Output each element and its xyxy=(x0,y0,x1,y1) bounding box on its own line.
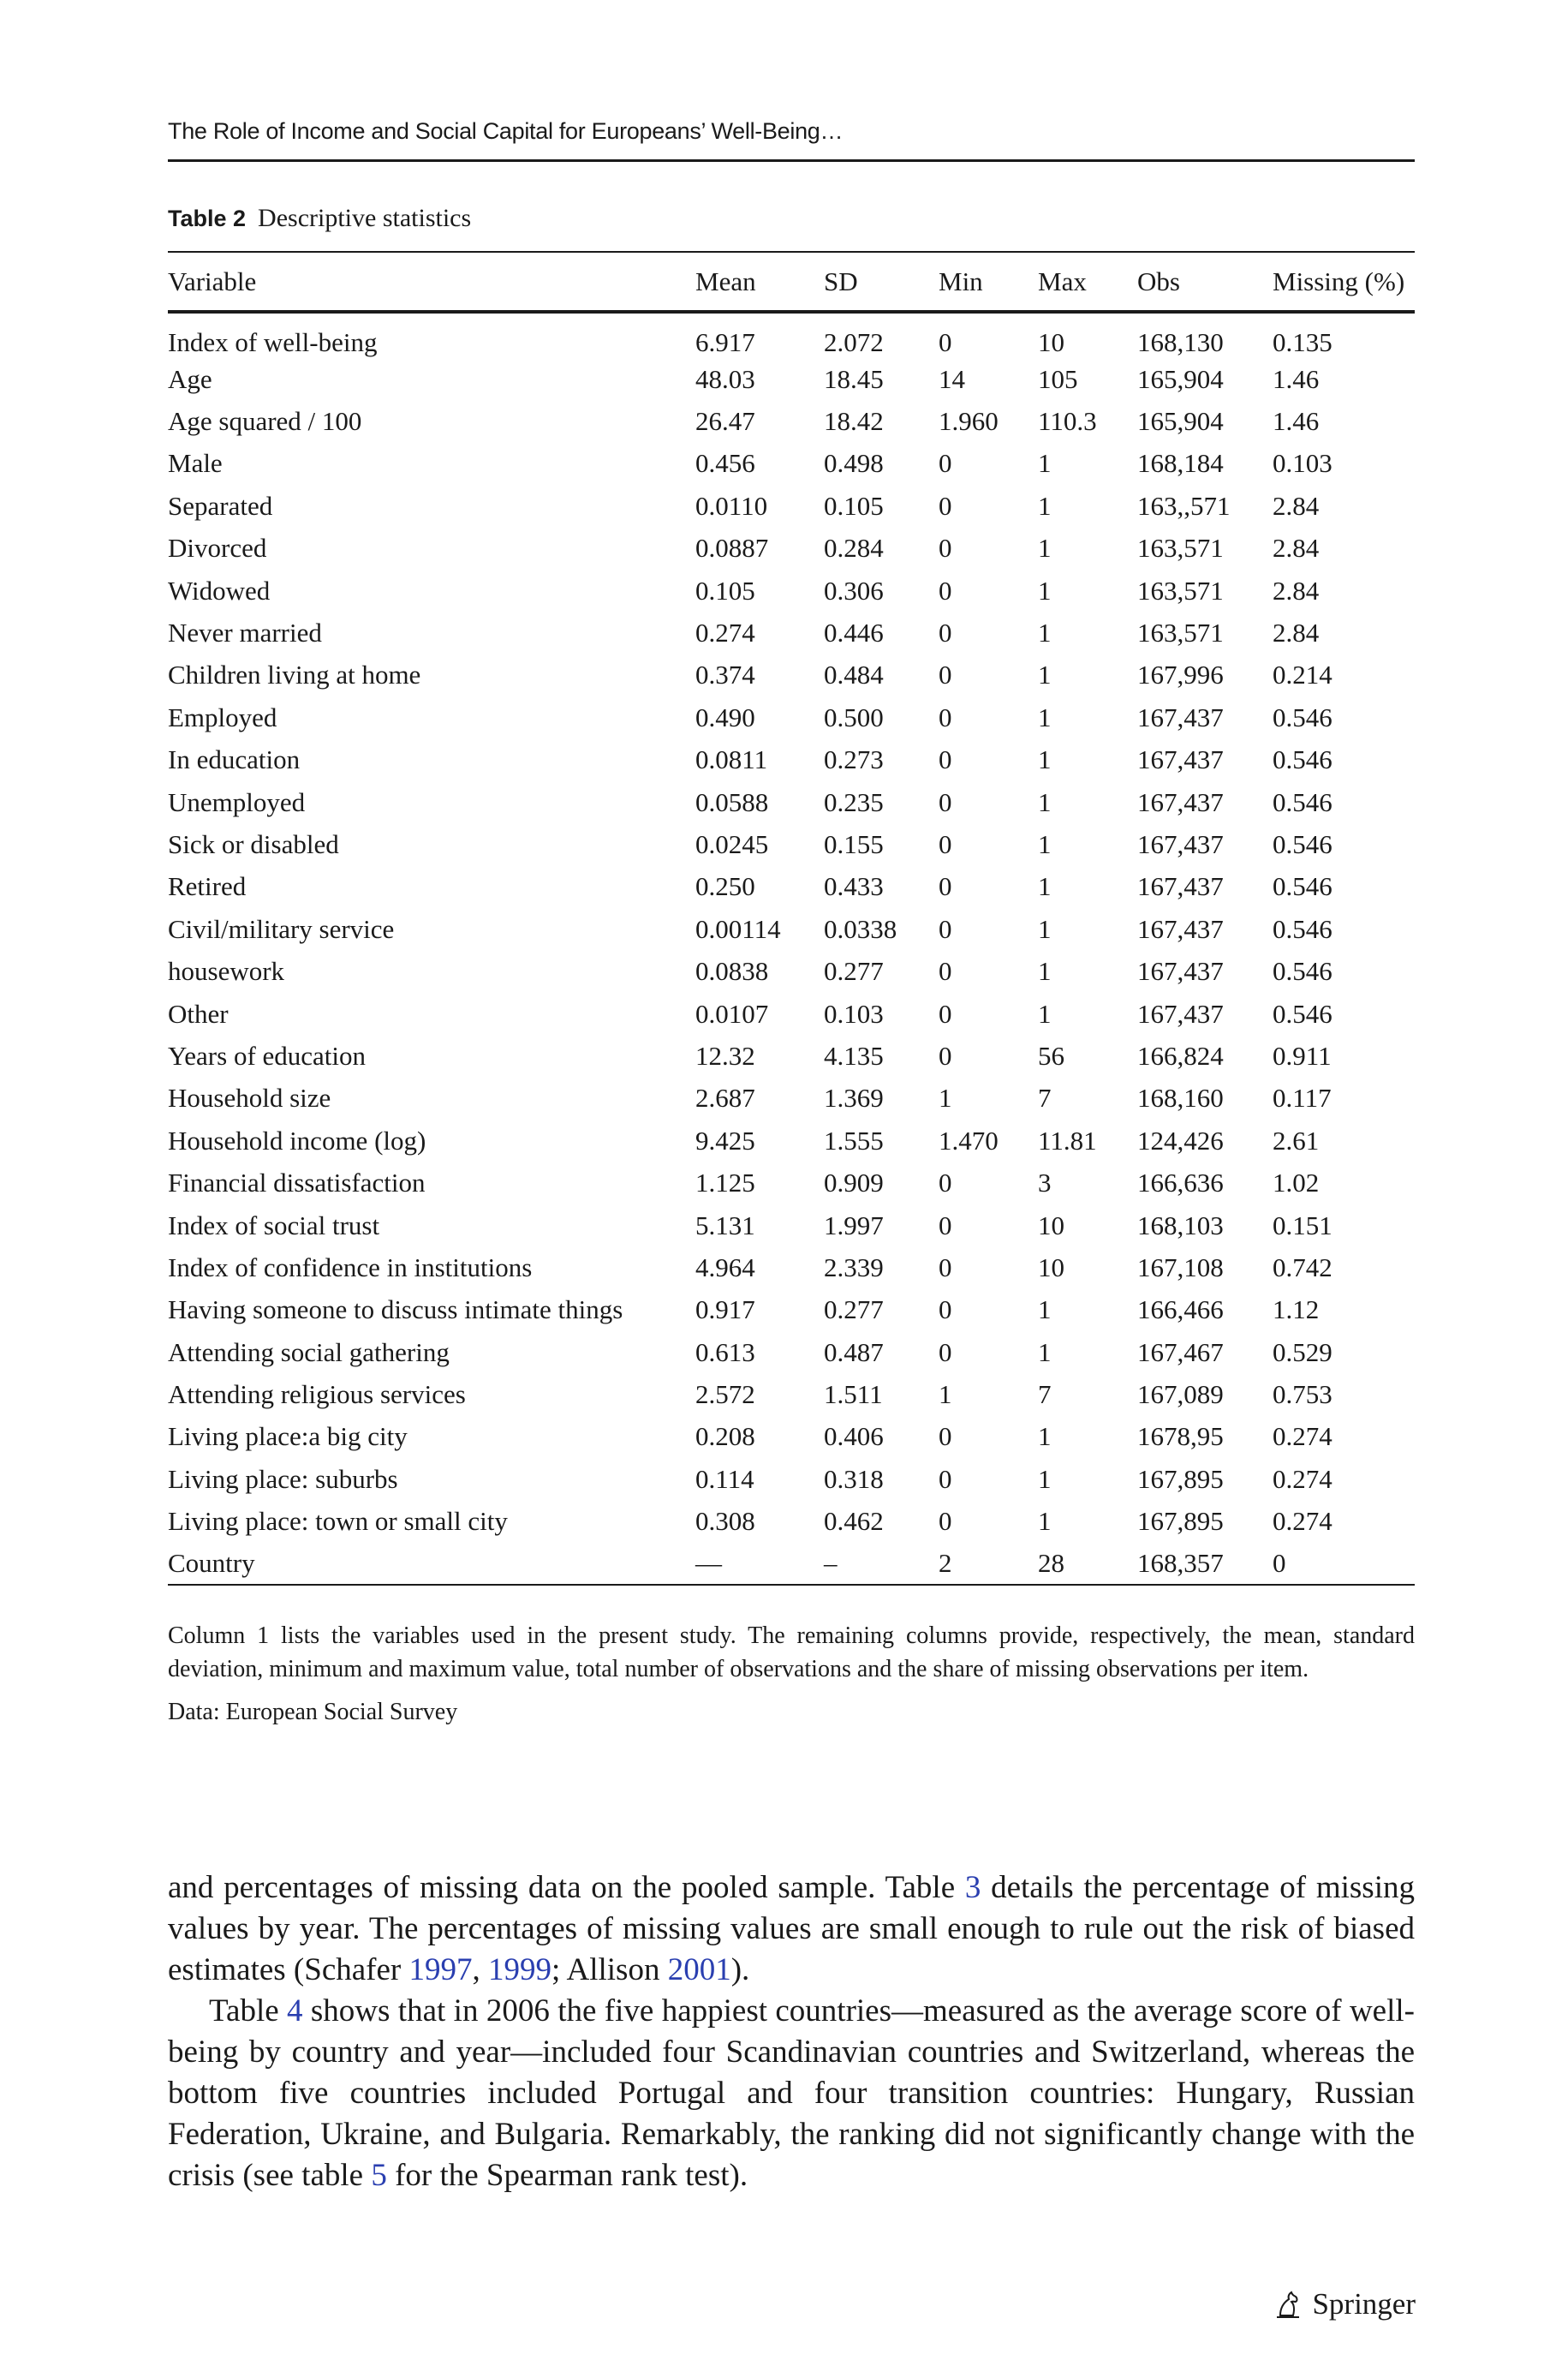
value-cell: 0.546 xyxy=(1273,828,1333,859)
body-text xyxy=(168,1867,1415,2196)
value-cell: 167,895 xyxy=(1137,1506,1224,1537)
table-row xyxy=(168,528,1415,570)
value-cell: 2.572 xyxy=(695,1379,755,1410)
value-cell: 0.273 xyxy=(824,744,884,775)
value-cell: 0.114 xyxy=(695,1463,754,1494)
value-cell: 0 xyxy=(939,618,952,648)
value-cell: 3 xyxy=(1038,1168,1052,1198)
value-cell: 1 xyxy=(1038,575,1052,606)
column-header: SD xyxy=(824,252,939,312)
value-cell: 1 xyxy=(1038,956,1052,987)
value-cell: 0 xyxy=(939,1421,952,1452)
value-cell: 0.103 xyxy=(1273,448,1333,479)
value-cell: 1 xyxy=(1038,998,1052,1029)
table-row xyxy=(168,654,1415,696)
table-row xyxy=(168,1162,1415,1204)
value-cell: 0.546 xyxy=(1273,998,1333,1029)
value-cell: 0 xyxy=(939,956,952,987)
column-header: Missing (%) xyxy=(1273,252,1415,312)
publisher-name: Springer xyxy=(1312,2287,1416,2321)
value-cell: 167,437 xyxy=(1137,786,1224,817)
table-row xyxy=(168,485,1415,527)
column-header: Max xyxy=(1038,252,1137,312)
table-row xyxy=(168,1246,1415,1288)
value-cell: 165,904 xyxy=(1137,363,1224,394)
value-cell: 0 xyxy=(939,575,952,606)
value-cell: 0 xyxy=(939,660,952,690)
value-cell: 0.456 xyxy=(695,448,755,479)
value-cell: 0.0110 xyxy=(695,490,768,521)
value-cell: 28 xyxy=(1038,1543,1137,1585)
value-cell: 0.00114 xyxy=(695,913,781,944)
paragraph-1 xyxy=(168,1867,1415,1991)
value-cell: 0 xyxy=(939,1040,952,1071)
variable-name-cell: Age squared / 100 xyxy=(168,406,362,437)
table-body xyxy=(168,312,1415,1585)
value-cell: 0.498 xyxy=(824,448,884,479)
text-span: details the percentage of missing values by year. The percentages of missing values are small enough to rule out the risk of biased estimates (Schafer xyxy=(168,1870,1415,1987)
value-cell: 2.84 xyxy=(1273,618,1320,648)
value-cell: 0 xyxy=(939,828,952,859)
value-cell: 166,466 xyxy=(1137,1294,1224,1325)
value-cell: 167,108 xyxy=(1137,1252,1224,1282)
value-cell: 1 xyxy=(1038,448,1052,479)
value-cell: 0 xyxy=(939,1210,952,1240)
value-cell: 2.84 xyxy=(1273,533,1320,564)
value-cell: 1 xyxy=(1038,828,1052,859)
value-cell: 0 xyxy=(939,1463,952,1494)
value-cell: 1.555 xyxy=(824,1125,884,1156)
value-cell: 0.0838 xyxy=(695,956,769,987)
value-cell: 0.546 xyxy=(1273,913,1333,944)
value-cell: 0 xyxy=(939,1168,952,1198)
citation-schafer-1999-link[interactable]: 1999 xyxy=(488,1952,551,1987)
column-header: Obs xyxy=(1137,252,1273,312)
variable-name-cell: Living place:a big city xyxy=(168,1421,408,1452)
value-cell: 0.274 xyxy=(1273,1506,1333,1537)
value-cell: 0.613 xyxy=(695,1336,755,1367)
text-span: Table xyxy=(209,1993,288,2028)
value-cell: 0.155 xyxy=(824,828,884,859)
value-cell: 0.0887 xyxy=(695,533,769,564)
value-cell: 167,996 xyxy=(1137,660,1224,690)
value-cell: 1 xyxy=(1038,1294,1052,1325)
value-cell: 0 xyxy=(939,913,952,944)
value-cell: 0.105 xyxy=(824,490,884,521)
value-cell: 124,426 xyxy=(1137,1125,1224,1156)
table-row xyxy=(168,1289,1415,1331)
paragraph-2 xyxy=(168,1991,1415,2196)
value-cell: 0.274 xyxy=(1273,1463,1333,1494)
text-span: and percentages of missing data on the pooled sample. Table xyxy=(168,1870,965,1905)
value-cell: 0.546 xyxy=(1273,871,1333,902)
table-row xyxy=(168,612,1415,654)
value-cell: 48.03 xyxy=(695,363,755,394)
value-cell: 0.374 xyxy=(695,660,755,690)
value-cell: 0.462 xyxy=(824,1506,884,1537)
variable-name-cell: Household income (log) xyxy=(168,1125,426,1156)
table-row xyxy=(168,908,1415,950)
value-cell: 0.911 xyxy=(1273,1040,1332,1071)
value-cell: 2.84 xyxy=(1273,575,1320,606)
value-cell: 1 xyxy=(1038,702,1052,732)
value-cell: 0 xyxy=(939,1506,952,1537)
value-cell: 105 xyxy=(1038,363,1078,394)
table-notes xyxy=(168,1619,1415,1729)
value-cell: 18.45 xyxy=(824,363,884,394)
value-cell: 0.277 xyxy=(824,956,884,987)
variable-name-cell: Index of social trust xyxy=(168,1210,380,1240)
value-cell: 0 xyxy=(939,871,952,902)
table-row xyxy=(168,950,1415,992)
value-cell: 1.12 xyxy=(1273,1294,1320,1325)
value-cell: 0.487 xyxy=(824,1336,884,1367)
table-footnote: Column 1 lists the variables used in the present study. The remaining columns provide, respectively, the mean, standard deviation, minimum and maximum value, total number of observations and the share of missing observations per item. xyxy=(168,1622,1415,1682)
value-cell: 167,437 xyxy=(1137,744,1224,775)
table-3-link[interactable]: 3 xyxy=(964,1870,981,1905)
value-cell: 163,,571 xyxy=(1137,490,1231,521)
table-row xyxy=(168,400,1415,442)
value-cell: 1 xyxy=(1038,1506,1052,1537)
value-cell: 0 xyxy=(939,702,952,732)
value-cell: 10 xyxy=(1038,1210,1064,1240)
value-cell: 168,184 xyxy=(1137,448,1224,479)
variable-name-cell: Divorced xyxy=(168,533,267,564)
value-cell: 0.284 xyxy=(824,533,884,564)
value-cell: 168,103 xyxy=(1137,1210,1224,1240)
value-cell: 167,089 xyxy=(1137,1379,1224,1410)
value-cell: 1.46 xyxy=(1273,363,1320,394)
variable-name-cell: Index of well-being xyxy=(168,327,378,357)
variable-name-cell: Financial dissatisfaction xyxy=(168,1168,426,1198)
value-cell: 1 xyxy=(1038,1421,1052,1452)
value-cell: 168,130 xyxy=(1137,327,1224,357)
value-cell: 0.105 xyxy=(695,575,755,606)
table-row xyxy=(168,1078,1415,1120)
text-span: shows that in 2006 the five happiest countries—measured as the average score of well-being by country and year—included four Scandinavian countries and Switzerland, whereas the bottom five countries included Portugal and four transition countries: Hungary, Russian Federation, Ukraine, and Bulgaria. Remarkably, the ranking did not significantly change with the crisis (see table xyxy=(168,1993,1415,2193)
value-cell: 0.546 xyxy=(1273,956,1333,987)
value-cell: 0.909 xyxy=(824,1168,884,1198)
table-row xyxy=(168,1373,1415,1415)
value-cell: 110.3 xyxy=(1038,406,1097,437)
text-span: ; Allison xyxy=(551,1952,668,1987)
column-header: Mean xyxy=(695,252,824,312)
value-cell: 4.964 xyxy=(695,1252,755,1282)
table-row xyxy=(168,1204,1415,1246)
value-cell: 0 xyxy=(939,327,952,357)
value-cell: 10 xyxy=(1038,1252,1064,1282)
value-cell: 0.235 xyxy=(824,786,884,817)
variable-name-cell: Male xyxy=(168,448,223,479)
value-cell: 0.500 xyxy=(824,702,884,732)
value-cell: 9.425 xyxy=(695,1125,755,1156)
variable-name-cell: Civil/military service xyxy=(168,913,395,944)
value-cell: 0.274 xyxy=(695,618,755,648)
value-cell: 14 xyxy=(939,363,965,394)
table-row xyxy=(168,1458,1415,1500)
value-cell: 163,571 xyxy=(1137,533,1224,564)
table-label: Table 2 xyxy=(168,206,247,231)
running-head: The Role of Income and Social Capital for Europeans’ Well-Being… xyxy=(168,118,844,144)
descriptive-statistics-table xyxy=(168,251,1415,1586)
value-cell: 0 xyxy=(1273,1543,1415,1585)
text-span: ). xyxy=(730,1952,750,1987)
variable-name-cell: Unemployed xyxy=(168,786,306,817)
variable-name-cell: housework xyxy=(168,956,285,987)
value-cell: 7 xyxy=(1038,1083,1052,1114)
value-cell: 2.072 xyxy=(824,327,884,357)
value-cell: 0.318 xyxy=(824,1463,884,1494)
value-cell: 167,467 xyxy=(1137,1336,1224,1367)
table-row xyxy=(168,312,1415,358)
value-cell: 2.687 xyxy=(695,1083,755,1114)
variable-name-cell: Other xyxy=(168,998,229,1029)
value-cell: 0.490 xyxy=(695,702,755,732)
value-cell: 1678,95 xyxy=(1137,1421,1224,1452)
springer-horse-icon xyxy=(1273,2289,1303,2320)
value-cell: 166,824 xyxy=(1137,1040,1224,1071)
table-row xyxy=(168,739,1415,781)
value-cell: 167,437 xyxy=(1137,913,1224,944)
value-cell: 0 xyxy=(939,533,952,564)
variable-name-cell: Living place: town or small city xyxy=(168,1506,508,1537)
value-cell: 1.125 xyxy=(695,1168,755,1198)
value-cell: 1 xyxy=(1038,744,1052,775)
value-cell: 163,571 xyxy=(1137,575,1224,606)
value-cell: 1.46 xyxy=(1273,406,1320,437)
value-cell: 0 xyxy=(939,998,952,1029)
value-cell: 0.214 xyxy=(1273,660,1333,690)
citation-allison-2001-link[interactable]: 2001 xyxy=(667,1952,731,1987)
table-row xyxy=(168,1331,1415,1373)
value-cell: 2.84 xyxy=(1273,490,1320,521)
text-span: , xyxy=(472,1952,488,1987)
value-cell: 1 xyxy=(1038,1463,1052,1494)
variable-name-cell: Having someone to discuss intimate things xyxy=(168,1294,623,1325)
value-cell: 0 xyxy=(939,448,952,479)
table-row xyxy=(168,358,1415,400)
value-cell: 1.960 xyxy=(939,406,999,437)
value-cell: 0.0338 xyxy=(824,913,897,944)
value-cell: 0.0588 xyxy=(695,786,769,817)
value-cell: 1.997 xyxy=(824,1210,884,1240)
value-cell: 168,357 xyxy=(1137,1543,1273,1585)
value-cell: 1 xyxy=(1038,1336,1052,1367)
value-cell: 0.308 xyxy=(695,1506,755,1537)
table-header-row xyxy=(168,252,1415,312)
value-cell: 166,636 xyxy=(1137,1168,1224,1198)
value-cell: 0 xyxy=(939,1252,952,1282)
value-cell: 0 xyxy=(939,490,952,521)
value-cell: 1 xyxy=(1038,913,1052,944)
value-cell: 0.753 xyxy=(1273,1379,1333,1410)
value-cell: 0.546 xyxy=(1273,702,1333,732)
table-row xyxy=(168,993,1415,1035)
variable-name-cell: Living place: suburbs xyxy=(168,1463,398,1494)
value-cell: 4.135 xyxy=(824,1040,884,1071)
variable-name-cell: Children living at home xyxy=(168,660,421,690)
value-cell: 0.0107 xyxy=(695,998,769,1029)
table-row xyxy=(168,570,1415,612)
value-cell: 1 xyxy=(939,1379,952,1410)
table-caption xyxy=(168,204,1415,233)
value-cell: 5.131 xyxy=(695,1210,755,1240)
value-cell: 1 xyxy=(1038,871,1052,902)
value-cell: 11.81 xyxy=(1038,1125,1097,1156)
value-cell: 0 xyxy=(939,1336,952,1367)
table-row xyxy=(168,1501,1415,1543)
value-cell: 7 xyxy=(1038,1379,1052,1410)
value-cell: 1 xyxy=(1038,786,1052,817)
value-cell: 168,160 xyxy=(1137,1083,1224,1114)
table-source: Data: European Social Survey xyxy=(168,1699,458,1725)
table-row xyxy=(168,1416,1415,1458)
value-cell: 167,437 xyxy=(1137,998,1224,1029)
table-row xyxy=(168,823,1415,865)
value-cell: 2 xyxy=(939,1543,1038,1585)
publisher-logo xyxy=(1273,2287,1416,2321)
value-cell: 1 xyxy=(1038,533,1052,564)
variable-name-cell: Index of confidence in institutions xyxy=(168,1252,533,1282)
value-cell: 2.339 xyxy=(824,1252,884,1282)
value-cell: 1.511 xyxy=(824,1379,883,1410)
value-cell: 0.151 xyxy=(1273,1210,1333,1240)
table-row xyxy=(168,443,1415,485)
value-cell: 18.42 xyxy=(824,406,884,437)
value-cell: 2.61 xyxy=(1273,1125,1320,1156)
variable-name-cell: Widowed xyxy=(168,575,271,606)
variable-name-cell: In education xyxy=(168,744,301,775)
variable-name-cell: Never married xyxy=(168,618,322,648)
table-row xyxy=(168,866,1415,908)
value-cell: 6.917 xyxy=(695,327,755,357)
table-row xyxy=(168,696,1415,738)
value-cell: 0.546 xyxy=(1273,786,1333,817)
value-cell: 0.0811 xyxy=(695,744,768,775)
value-cell: 167,895 xyxy=(1137,1463,1224,1494)
value-cell: 1 xyxy=(1038,660,1052,690)
value-cell: 26.47 xyxy=(695,406,755,437)
value-cell: 1.369 xyxy=(824,1083,884,1114)
table-4-link[interactable]: 4 xyxy=(287,1993,303,2028)
value-cell: 0.406 xyxy=(824,1421,884,1452)
variable-name-cell: Years of education xyxy=(168,1040,367,1071)
value-cell: 0.529 xyxy=(1273,1336,1333,1367)
table-row xyxy=(168,1543,1415,1585)
table-row xyxy=(168,781,1415,823)
value-cell: 1.470 xyxy=(939,1125,999,1156)
value-cell: 56 xyxy=(1038,1040,1064,1071)
value-cell: 0.306 xyxy=(824,575,884,606)
value-cell: 12.32 xyxy=(695,1040,755,1071)
value-cell: 0.103 xyxy=(824,998,884,1029)
value-cell: 1 xyxy=(939,1083,952,1114)
value-cell: 0.135 xyxy=(1273,327,1333,357)
table-row xyxy=(168,1120,1415,1162)
variable-name-cell: Household size xyxy=(168,1083,331,1114)
value-cell: 0.742 xyxy=(1273,1252,1333,1282)
value-cell: 0.274 xyxy=(1273,1421,1333,1452)
value-cell: 0.546 xyxy=(1273,744,1333,775)
value-cell: 10 xyxy=(1038,327,1064,357)
column-header: Variable xyxy=(168,252,695,312)
table-title: Descriptive statistics xyxy=(258,204,472,232)
variable-name-cell: Attending religious services xyxy=(168,1379,466,1410)
text-span: for the Spearman rank test). xyxy=(386,2158,748,2193)
variable-name-cell: Country xyxy=(168,1543,695,1585)
value-cell: 0.117 xyxy=(1273,1083,1332,1114)
value-cell: 1 xyxy=(1038,618,1052,648)
value-cell: 0.917 xyxy=(695,1294,755,1325)
value-cell: 167,437 xyxy=(1137,828,1224,859)
value-cell: 1 xyxy=(1038,490,1052,521)
value-cell: 167,437 xyxy=(1137,702,1224,732)
value-cell: 0.0245 xyxy=(695,828,769,859)
value-cell: 167,437 xyxy=(1137,956,1224,987)
value-cell: 0.277 xyxy=(824,1294,884,1325)
value-cell: 1.02 xyxy=(1273,1168,1320,1198)
variable-name-cell: Separated xyxy=(168,490,273,521)
table-row xyxy=(168,1035,1415,1077)
value-cell: 0.250 xyxy=(695,871,755,902)
variable-name-cell: Attending social gathering xyxy=(168,1336,450,1367)
variable-name-cell: Employed xyxy=(168,702,277,732)
citation-schafer-1997-link[interactable]: 1997 xyxy=(408,1952,473,1987)
value-cell: — xyxy=(695,1543,824,1585)
header-rule xyxy=(168,159,1415,162)
table-5-link[interactable]: 5 xyxy=(371,2158,387,2193)
variable-name-cell: Sick or disabled xyxy=(168,828,339,859)
value-cell: 0.208 xyxy=(695,1421,755,1452)
value-cell: 0.446 xyxy=(824,618,884,648)
value-cell: 0 xyxy=(939,1294,952,1325)
value-cell: 165,904 xyxy=(1137,406,1224,437)
variable-name-cell: Age xyxy=(168,363,212,394)
value-cell: 0 xyxy=(939,786,952,817)
column-header: Min xyxy=(939,252,1038,312)
value-cell: 0.484 xyxy=(824,660,884,690)
value-cell: 167,437 xyxy=(1137,871,1224,902)
value-cell: 163,571 xyxy=(1137,618,1224,648)
value-cell: 0.433 xyxy=(824,871,884,902)
variable-name-cell: Retired xyxy=(168,871,247,902)
value-cell: 0 xyxy=(939,744,952,775)
value-cell: – xyxy=(824,1543,939,1585)
